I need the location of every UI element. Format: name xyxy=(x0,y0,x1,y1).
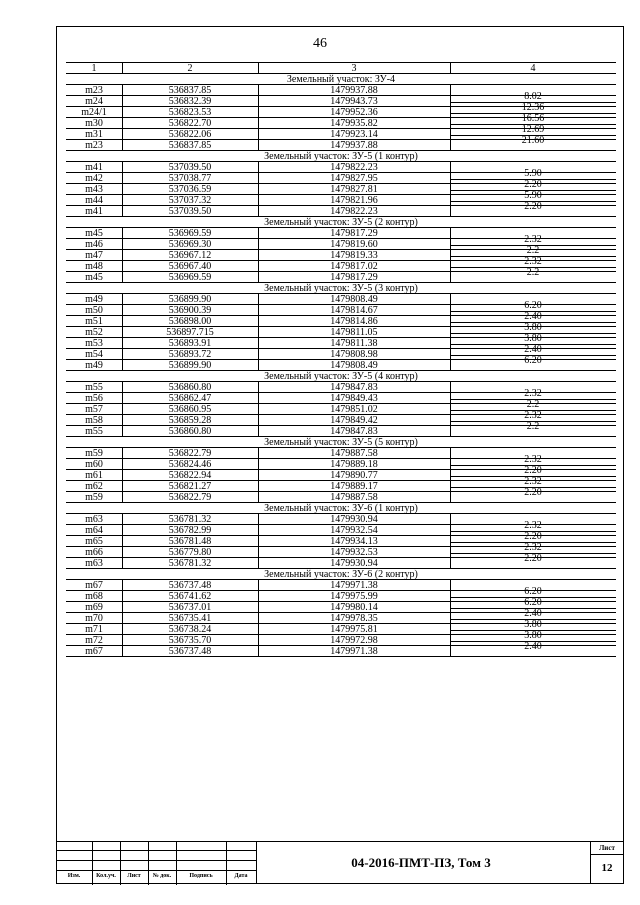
y-coordinate-cell: 1479847.83 xyxy=(330,382,378,393)
x-coordinate-cell: 536860.80 xyxy=(168,382,212,393)
section-title: Земельный участок: ЗУ-6 (1 контур) xyxy=(66,503,616,514)
x-coordinate-cell: 536837.85 xyxy=(168,85,212,96)
x-coordinate-cell: 536822.79 xyxy=(168,492,212,503)
x-coordinate-cell: 536899.90 xyxy=(168,294,212,305)
stamp-label: Изм. xyxy=(67,873,81,879)
stamp-label: Кол.уч. xyxy=(96,873,116,879)
stamp-label: Лист xyxy=(127,873,141,879)
distance-cell: 6.20 xyxy=(524,596,542,608)
y-coordinate-cell: 1479975.81 xyxy=(330,624,378,635)
point-name-cell: m41 xyxy=(85,206,103,217)
distance-cell: 12.36 xyxy=(521,101,545,113)
section-title: Земельный участок: ЗУ-5 (5 контур) xyxy=(66,437,616,448)
x-coordinate-cell: 537039.50 xyxy=(168,206,212,217)
distance-cell: 6.20 xyxy=(524,585,542,597)
distance-cell: 3.80 xyxy=(524,332,542,344)
coordinates-table xyxy=(66,62,616,657)
y-coordinate-cell: 1479819.33 xyxy=(330,250,378,261)
y-coordinate-cell: 1479971.38 xyxy=(330,580,378,591)
y-coordinate-cell: 1479972.98 xyxy=(330,635,378,646)
section-rows xyxy=(66,85,616,151)
distance-cell: 3.80 xyxy=(524,618,542,630)
point-name-cell: m49 xyxy=(85,294,103,305)
y-coordinate-cell: 1479827.95 xyxy=(330,173,378,184)
point-name-cell: m58 xyxy=(85,415,103,426)
x-coordinate-cell: 536897.715 xyxy=(166,327,214,338)
point-name-cell: m51 xyxy=(85,316,103,327)
point-name-cell: m63 xyxy=(85,514,103,525)
distance-cell: 2.32 xyxy=(524,409,542,421)
distance-cell: 2.40 xyxy=(524,607,542,619)
distance-cell: 2.20 xyxy=(524,464,542,476)
point-name-cell: m60 xyxy=(85,459,103,470)
distance-cell: 6.20 xyxy=(524,299,542,311)
distance-cell: 6.20 xyxy=(524,354,542,366)
x-coordinate-cell: 536898.00 xyxy=(168,316,212,327)
x-coordinate-cell: 536779.80 xyxy=(168,547,212,558)
section-rows xyxy=(66,448,616,503)
page-number: 46 xyxy=(313,36,327,51)
y-coordinate-cell: 1479980.14 xyxy=(330,602,378,613)
point-name-cell: m65 xyxy=(85,536,103,547)
distance-cell: 3.80 xyxy=(524,321,542,333)
point-name-cell: m70 xyxy=(85,613,103,624)
x-coordinate-cell: 536737.48 xyxy=(168,646,212,657)
section-title: Земельный участок: ЗУ-6 (2 контур) xyxy=(66,569,616,580)
distance-cell: 2.20 xyxy=(524,530,542,542)
x-coordinate-cell: 536893.72 xyxy=(168,349,212,360)
y-coordinate-cell: 1479808.49 xyxy=(330,360,378,371)
point-name-cell: m59 xyxy=(85,448,103,459)
y-coordinate-cell: 1479930.94 xyxy=(330,514,378,525)
section-title: Земельный участок: ЗУ-5 (3 контур) xyxy=(66,283,616,294)
x-coordinate-cell: 536967.40 xyxy=(168,261,212,272)
x-coordinate-cell: 537036.59 xyxy=(168,184,212,195)
y-coordinate-cell: 1479937.88 xyxy=(330,140,378,151)
y-coordinate-cell: 1479971.38 xyxy=(330,646,378,657)
x-coordinate-cell: 536822.79 xyxy=(168,448,212,459)
distance-cell: 2.20 xyxy=(524,200,542,212)
x-coordinate-cell: 536862.47 xyxy=(168,393,212,404)
y-coordinate-cell: 1479935.82 xyxy=(330,118,378,129)
point-name-cell: m47 xyxy=(85,250,103,261)
point-name-cell: m66 xyxy=(85,547,103,558)
x-coordinate-cell: 537038.77 xyxy=(168,173,212,184)
point-name-cell: m64 xyxy=(85,525,103,536)
y-coordinate-cell: 1479817.29 xyxy=(330,272,378,283)
point-name-cell: m56 xyxy=(85,393,103,404)
title-block xyxy=(56,841,624,884)
distance-cell: 5.90 xyxy=(524,189,542,201)
y-coordinate-cell: 1479808.49 xyxy=(330,294,378,305)
distance-cell: 12.69 xyxy=(521,123,545,135)
distance-cell: 21.60 xyxy=(521,134,545,146)
y-coordinate-cell: 1479811.38 xyxy=(330,338,378,349)
document-code: 04-2016-ПМТ-ПЗ, Том 3 xyxy=(351,855,491,870)
y-coordinate-cell: 1479889.17 xyxy=(330,481,378,492)
x-coordinate-cell: 536738.24 xyxy=(168,624,212,635)
distance-cell: 2.2 xyxy=(526,420,540,432)
point-name-cell: m49 xyxy=(85,360,103,371)
y-coordinate-cell: 1479817.02 xyxy=(330,261,378,272)
distance-cell: 2.32 xyxy=(524,453,542,465)
y-coordinate-cell: 1479849.43 xyxy=(330,393,378,404)
x-coordinate-cell: 536859.28 xyxy=(168,415,212,426)
section-title: Земельный участок: ЗУ-4 xyxy=(66,74,616,85)
point-name-cell: m23 xyxy=(85,140,103,151)
x-coordinate-cell: 536899.90 xyxy=(168,360,212,371)
x-coordinate-cell: 536822.06 xyxy=(168,129,212,140)
y-coordinate-cell: 1479890.77 xyxy=(330,470,378,481)
x-coordinate-cell: 536822.94 xyxy=(168,470,212,481)
distance-cell: 2.32 xyxy=(524,255,542,267)
section-rows xyxy=(66,580,616,657)
point-name-cell: m52 xyxy=(85,327,103,338)
point-name-cell: m59 xyxy=(85,492,103,503)
x-coordinate-cell: 536782.99 xyxy=(168,525,212,536)
table-body xyxy=(66,74,616,657)
x-coordinate-cell: 536860.95 xyxy=(168,404,212,415)
stamp-label: Дата xyxy=(234,873,248,879)
distance-cell: 2.20 xyxy=(524,552,542,564)
distance-cell: 2.32 xyxy=(524,541,542,553)
section-rows xyxy=(66,382,616,437)
point-name-cell: m54 xyxy=(85,349,103,360)
section-rows xyxy=(66,514,616,569)
column-header: 2 xyxy=(187,63,193,74)
distance-cell: 2.32 xyxy=(524,387,542,399)
y-coordinate-cell: 1479847.83 xyxy=(330,426,378,437)
y-coordinate-cell: 1479851.02 xyxy=(330,404,378,415)
x-coordinate-cell: 536737.01 xyxy=(168,602,212,613)
y-coordinate-cell: 1479817.29 xyxy=(330,228,378,239)
y-coordinate-cell: 1479819.60 xyxy=(330,239,378,250)
distance-cell: 5.90 xyxy=(524,167,542,179)
y-coordinate-cell: 1479811.05 xyxy=(330,327,378,338)
x-coordinate-cell: 537037.32 xyxy=(168,195,212,206)
x-coordinate-cell: 536822.70 xyxy=(168,118,212,129)
x-coordinate-cell: 536781.32 xyxy=(168,514,212,525)
y-coordinate-cell: 1479978.35 xyxy=(330,613,378,624)
sheet-label: Лист xyxy=(599,844,615,852)
point-name-cell: m72 xyxy=(85,635,103,646)
x-coordinate-cell: 536824.46 xyxy=(168,459,212,470)
stamp-label: Подпись xyxy=(189,873,213,879)
x-coordinate-cell: 536860.80 xyxy=(168,426,212,437)
y-coordinate-cell: 1479923.14 xyxy=(330,129,378,140)
y-coordinate-cell: 1479822.23 xyxy=(330,206,378,217)
section-rows xyxy=(66,294,616,371)
y-coordinate-cell: 1479937.88 xyxy=(330,85,378,96)
section-title: Земельный участок: ЗУ-5 (2 контур) xyxy=(66,217,616,228)
table-header xyxy=(66,62,616,74)
y-coordinate-cell: 1479887.58 xyxy=(330,448,378,459)
distance-cell: 2.32 xyxy=(524,233,542,245)
point-name-cell: m69 xyxy=(85,602,103,613)
x-coordinate-cell: 536832.39 xyxy=(168,96,212,107)
distance-cell: 2.32 xyxy=(524,519,542,531)
point-name-cell: m57 xyxy=(85,404,103,415)
y-coordinate-cell: 1479932.54 xyxy=(330,525,378,536)
y-coordinate-cell: 1479930.94 xyxy=(330,558,378,569)
point-name-cell: m41 xyxy=(85,162,103,173)
distance-cell: 2.40 xyxy=(524,310,542,322)
section-title: Земельный участок: ЗУ-5 (1 контур) xyxy=(66,151,616,162)
distance-cell: 8.02 xyxy=(524,90,542,102)
x-coordinate-cell: 536969.30 xyxy=(168,239,212,250)
distance-cell: 2.32 xyxy=(524,475,542,487)
x-coordinate-cell: 536893.91 xyxy=(168,338,212,349)
point-name-cell: m67 xyxy=(85,580,103,591)
point-name-cell: m62 xyxy=(85,481,103,492)
point-name-cell: m71 xyxy=(85,624,103,635)
y-coordinate-cell: 1479827.81 xyxy=(330,184,378,195)
point-name-cell: m50 xyxy=(85,305,103,316)
distance-cell: 2.2 xyxy=(526,244,540,256)
stamp-label: № док. xyxy=(152,873,172,879)
x-coordinate-cell: 537039.50 xyxy=(168,162,212,173)
point-name-cell: m55 xyxy=(85,382,103,393)
sheet-number: 12 xyxy=(601,862,613,874)
distance-cell: 2.40 xyxy=(524,640,542,652)
point-name-cell: m68 xyxy=(85,591,103,602)
x-coordinate-cell: 536741.62 xyxy=(168,591,212,602)
point-name-cell: m23 xyxy=(85,85,103,96)
x-coordinate-cell: 536781.48 xyxy=(168,536,212,547)
point-name-cell: m67 xyxy=(85,646,103,657)
x-coordinate-cell: 536969.59 xyxy=(168,228,212,239)
column-header: 3 xyxy=(351,63,357,74)
y-coordinate-cell: 1479975.99 xyxy=(330,591,378,602)
section-title: Земельный участок: ЗУ-5 (4 контур) xyxy=(66,371,616,382)
y-coordinate-cell: 1479814.86 xyxy=(330,316,378,327)
section-rows xyxy=(66,162,616,217)
point-name-cell: m30 xyxy=(85,118,103,129)
y-coordinate-cell: 1479822.23 xyxy=(330,162,378,173)
x-coordinate-cell: 536900.39 xyxy=(168,305,212,316)
y-coordinate-cell: 1479821.96 xyxy=(330,195,378,206)
point-name-cell: m24/1 xyxy=(81,107,107,118)
y-coordinate-cell: 1479943.73 xyxy=(330,96,378,107)
point-name-cell: m53 xyxy=(85,338,103,349)
point-name-cell: m31 xyxy=(85,129,103,140)
point-name-cell: m48 xyxy=(85,261,103,272)
point-name-cell: m42 xyxy=(85,173,103,184)
distance-cell: 2.20 xyxy=(524,486,542,498)
x-coordinate-cell: 536781.32 xyxy=(168,558,212,569)
y-coordinate-cell: 1479889.18 xyxy=(330,459,378,470)
distance-cell: 2.40 xyxy=(524,343,542,355)
y-coordinate-cell: 1479887.58 xyxy=(330,492,378,503)
x-coordinate-cell: 536837.85 xyxy=(168,140,212,151)
y-coordinate-cell: 1479849.42 xyxy=(330,415,378,426)
point-name-cell: m43 xyxy=(85,184,103,195)
distance-cell: 2.2 xyxy=(526,266,540,278)
distance-cell: 2.2 xyxy=(526,398,540,410)
point-name-cell: m46 xyxy=(85,239,103,250)
column-header: 1 xyxy=(91,63,97,74)
point-name-cell: m45 xyxy=(85,228,103,239)
x-coordinate-cell: 536737.48 xyxy=(168,580,212,591)
x-coordinate-cell: 536967.12 xyxy=(168,250,212,261)
section-rows xyxy=(66,228,616,283)
y-coordinate-cell: 1479952.36 xyxy=(330,107,378,118)
x-coordinate-cell: 536969.59 xyxy=(168,272,212,283)
point-name-cell: m55 xyxy=(85,426,103,437)
x-coordinate-cell: 536735.41 xyxy=(168,613,212,624)
point-name-cell: m63 xyxy=(85,558,103,569)
point-name-cell: m45 xyxy=(85,272,103,283)
distance-cell: 2.20 xyxy=(524,178,542,190)
y-coordinate-cell: 1479808.98 xyxy=(330,349,378,360)
x-coordinate-cell: 536735.70 xyxy=(168,635,212,646)
y-coordinate-cell: 1479932.53 xyxy=(330,547,378,558)
point-name-cell: m61 xyxy=(85,470,103,481)
column-header: 4 xyxy=(530,63,536,74)
point-name-cell: m44 xyxy=(85,195,103,206)
distance-cell: 3.80 xyxy=(524,629,542,641)
point-name-cell: m24 xyxy=(85,96,103,107)
x-coordinate-cell: 536821.27 xyxy=(168,481,212,492)
y-coordinate-cell: 1479934.13 xyxy=(330,536,378,547)
y-coordinate-cell: 1479814.67 xyxy=(330,305,378,316)
x-coordinate-cell: 536823.53 xyxy=(168,107,212,118)
distance-cell: 16.56 xyxy=(521,112,545,124)
